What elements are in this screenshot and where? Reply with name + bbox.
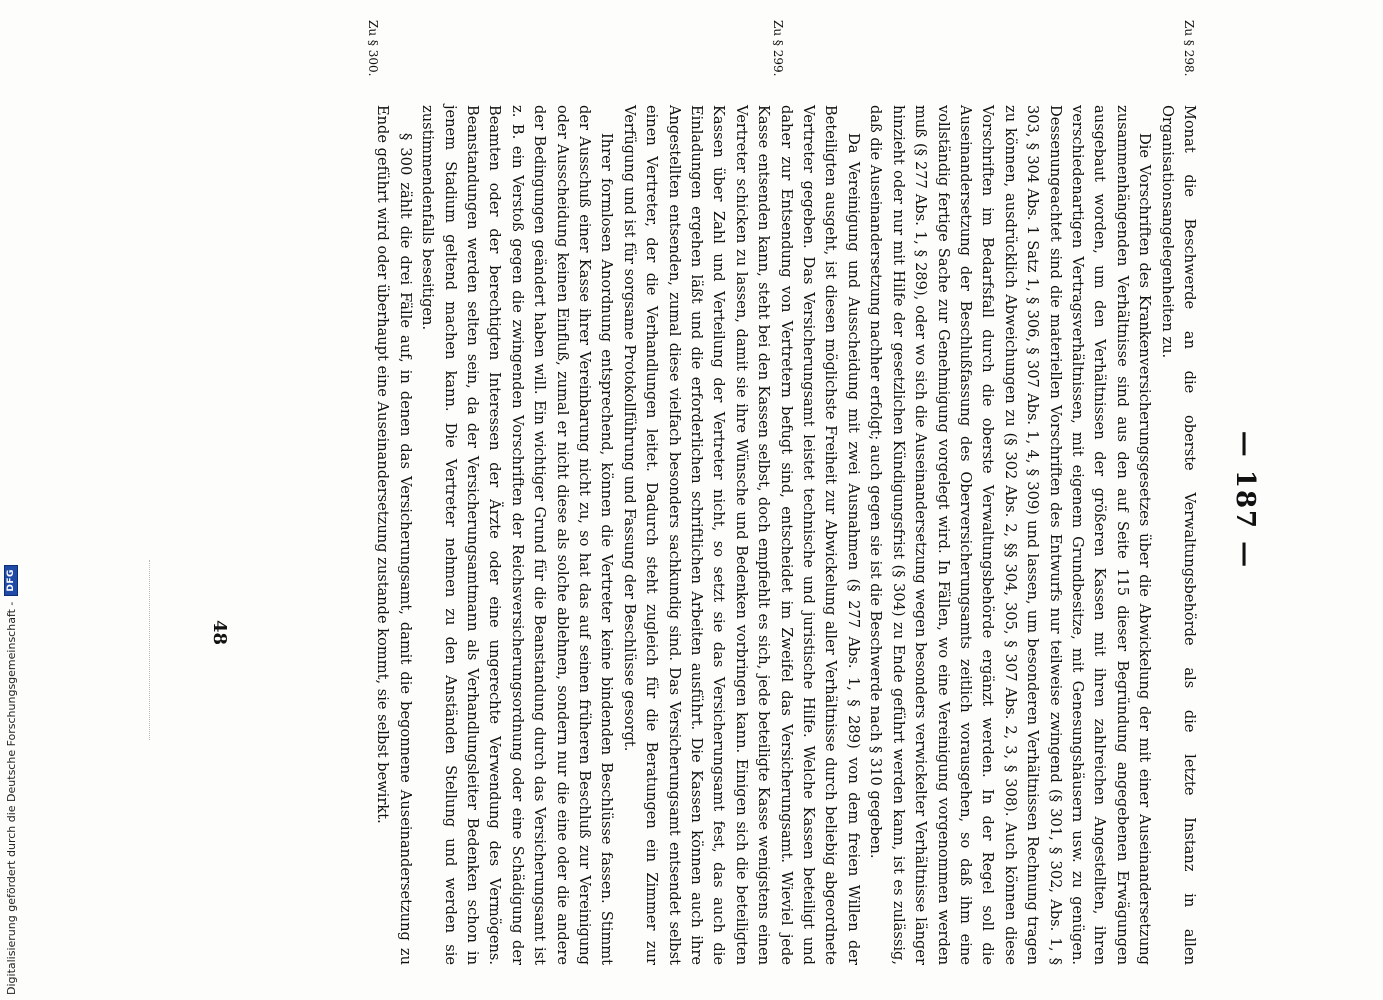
paragraph-299: Da Vereinigung und Ausscheidung mit zwei Ausnahmen (§ 277 Abs. 1, § 289) von dem freien Willen der Beteiligten ausgeht, ist diesen möglichste Freiheit zur Abwickelung aller Verhältnisse durch beliebig abgeordnete Vertreter gegeben. Das Versicherungsamt leistet technische und juristische Hilfe. Welche Kassen beteiligt und daher zur Entsendung von Vertretern befugt sind, entscheidet im Zweifel das Versicherungsamt. Wieviel jede Kasse entsenden kann, steht bei den Kassen selbst, doch empfiehlt es sich, jede beteiligte Kasse wenigstens einen Vertreter schicken zu lassen, damit sie ihre Wünsche und Bedenken vorbringen kann. Einigen sich die beteiligten Kassen über Zahl und Verteilung der Vertreter nicht, so setzt sie das Versicherungsamt fest, das auch die Einladungen ergehen läßt und die erforderlichen schriftlichen Arbeiten ausführt. Die Kassen können auch ihre Angestellten entsenden, zumal diese vielfach besonders sachkundig sind. Das Versicherungsamt entsendet selbst einen Vertreter, der die Verhandlungen leitet. Dadurch steht zugleich für die Beratungen ein Zimmer zur Verfügung und ist für sorgsame Protokollführung und Fassung der Beschlüsse gesorgt. [620,105,862,965]
paragraph-298: Die Vorschriften des Krankenversicherungsgesetzes über die Abwickelung der mit einer Auseinandersetzung zusammenhängenden Verhältnisse sind aus den auf Seite 115 dieser Begründung angegebenen Erwägungen ausgebaut worden, um den Verhältnissen der größeren Kassen mit ihren zahlreichen Angestellten, ihren verschiedenartigen Vertragsverhältnissen, mit eigenem Grundbesitze, mit Genesungshäusern usw. zu genügen. Dessenungeachtet sind die materiellen Vorschriften des Entwurfs nur teilweise zwingend (§ 301, § 302, Abs. 1, § 303, § 304 Abs. 1 Satz 1, § 306, § 307 Abs. 1, 4, § 309) und lassen, um besonderen Verhältnissen Rechnung tragen zu können, ausdrücklich Abweichungen zu (§ 302 Abs. 2, §§ 304, 305, § 307 Abs. 2, 3, § 308). Auch können diese Vorschriften im Bedarfsfall durch die oberste Verwaltungsbehörde ergänzt werden. In der Regel soll die Auseinandersetzung der Beschlußfassung des Oberversicherungsamts zeitlich vorausgehen, so daß ihm eine vollständig fertige Sache zur Genehmigung vorgelegt wird. In Fällen, wo eine Vereinigung vorgenommen werden muß (§ 277 Abs. 1, § 289), oder wo sich die Auseinandersetzung wegen besonders verwickelter Verhältnisse länger hinzieht oder nur mit Hilfe der gesetzlichen Kündigungsfrist (§ 304) zu Ende geführt werden kann, ist es zulässig, daß die Auseinandersetzung nachher erfolgt; auch gegen sie ist die Beschwerde nach § 310 gegeben. [867,105,1154,965]
paragraph-300: § 300 zählt die drei Fälle auf, in denen das Versicherungsamt, damit die begonnene Auseinandersetzung zu Ende geführt wird oder überhaupt eine Auseinandersetzung zustande kommt, sie selbst bewirkt. [374,105,414,965]
page-number: — 187 — [1230,430,1260,570]
margin-note-300: Zu § 300. [366,20,380,77]
folio-number: 48 [209,620,230,646]
credit-text: Digitalisierung gefördert durch die Deutsche Forschungsgemeinschaft - [4,601,18,995]
digitization-credit [4,565,18,995]
paragraph-299b: Ihrer formlosen Anordnung entsprechend, können die Vertreter keine bindenden Beschlüsse fassen. Stimmt der Ausschuß einer Kasse ihrer Vereinbarung nicht zu, so hat das auf seinen früheren Beschluß zur Vereinigung oder Ausscheidung keinen Einfluß, zumal er nicht diese als solche ablehnen, sondern nur die eine oder die andere der Bedingungen geändert haben will. Ein wichtiger Grund für die Beanstandung durch das Versicherungsamt ist z. B. ein Verstoß gegen die zwingenden Vorschriften der Reichsversicherungsordnung oder eine Schädigung der Beamten oder der berechtigten Interessen der Ärzte oder eine ungerechte Verwendung des Vermögens. Beanstandungen werden selten sein, da der Versicherungsamtmann als Verhandlungsleiter Bedenken schon in jenem Stadium geltend machen kann. Die Vertreter nehmen zu den Anständen Stellung und werden sie zustimmendenfalls beseitigen. [419,105,616,965]
text-body [371,105,1200,965]
paragraph-intro: Monat die Beschwerde an die oberste Verwaltungsbehörde als die letzte Instanz in allen Organisationsangelegenheiten zu. [1158,105,1198,965]
margin-note-298: Zu § 298. [1182,20,1196,77]
margin-note-299: Zu § 299. [771,20,785,77]
divider [148,560,150,740]
dfg-logo: DFG [4,565,18,596]
rotated-page-body [130,20,1260,980]
